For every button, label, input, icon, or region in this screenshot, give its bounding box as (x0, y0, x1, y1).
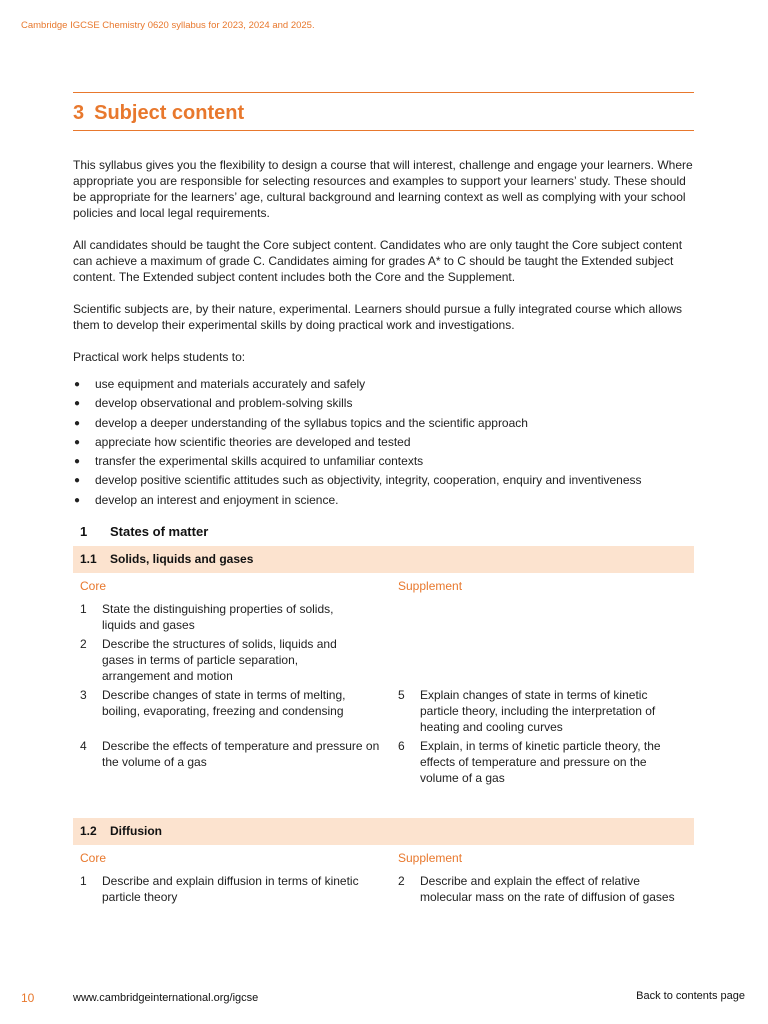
core-item: 3 Describe changes of state in terms of melting, boiling, evaporating, freezing and condensing (80, 688, 346, 718)
bullet-icon: ● (74, 494, 81, 506)
page-number: 10 (21, 991, 35, 1005)
subsection-title: Diffusion (110, 824, 162, 838)
back-to-contents-link[interactable]: Back to contents page (636, 990, 745, 1002)
bullet-icon: ● (74, 456, 81, 468)
bullet-item: ● use equipment and materials accurately and safely (73, 375, 698, 394)
supplement-item: 6 Explain, in terms of kinetic particle theory, the effects of temperature and pressure on the volume of a gas (398, 739, 661, 785)
title-bottom-rule (73, 130, 694, 131)
page-title-text: Subject content (94, 102, 245, 124)
section-heading (80, 524, 208, 540)
bullet-item: ● develop an interest and enjoyment in science. (73, 491, 698, 510)
experimental-paragraph: Scientific subjects are, by their nature, experimental. Learners should pursue a fully integrated course which allows them to develop their experimental skills by doing practical work and investigations. (73, 302, 682, 332)
page-title (73, 100, 244, 126)
running-header: Cambridge IGCSE Chemistry 0620 syllabus for 2023, 2024 and 2025. (21, 20, 315, 31)
bullet-item: ● develop positive scientific attitudes such as objectivity, integrity, cooperation, enquiry and inventiveness (73, 471, 698, 490)
bullet-item: ● develop observational and problem-solving skills (73, 394, 698, 413)
subsection-number: 1.2 (80, 824, 97, 838)
bullet-icon: ● (74, 436, 81, 448)
core-item: 1 Describe and explain diffusion in terms of kinetic particle theory (80, 874, 359, 904)
bullet-item: ● appreciate how scientific theories are developed and tested (73, 433, 698, 452)
section-title: States of matter (110, 524, 209, 539)
core-item: 1 State the distinguishing properties of solids, liquids and gases (80, 602, 334, 632)
subsection-band-1-2 (73, 818, 694, 845)
practical-intro: Practical work helps students to: (73, 350, 246, 364)
intro-text (73, 157, 698, 510)
core-item: 4 Describe the effects of temperature and pressure on the volume of a gas (80, 739, 380, 769)
practical-bullet-list (73, 375, 698, 510)
section-number: 1 (80, 524, 88, 539)
subsection-band-1-1 (73, 546, 694, 573)
title-top-rule (73, 92, 694, 93)
supplement-item: 2 Describe and explain the effect of relative molecular mass on the rate of diffusion of gases (398, 874, 675, 904)
supplement-column-heading: Supplement (398, 579, 463, 593)
core-column-heading: Core (80, 579, 107, 593)
supplement-item: 5 Explain changes of state in terms of kinetic particle theory, including the interpretation of heating and cooling curves (398, 688, 656, 734)
page-title-number: 3 (73, 102, 85, 124)
supplement-column-heading: Supplement (398, 851, 463, 865)
subsection-title: Solids, liquids and gases (110, 552, 254, 566)
bullet-item: ● develop a deeper understanding of the syllabus topics and the scientific approach (73, 414, 698, 433)
bullet-icon: ● (74, 379, 81, 390)
bullet-icon: ● (74, 475, 81, 487)
bullet-icon: ● (74, 398, 81, 410)
core-column-heading: Core (80, 851, 107, 865)
website-link[interactable]: www.cambridgeinternational.org/igcse (73, 992, 259, 1004)
bullet-item: ● transfer the experimental skills acquired to unfamiliar contexts (73, 452, 698, 471)
subsection-number: 1.1 (80, 552, 97, 566)
core-item: 2 Describe the structures of solids, liquids and gases in terms of particle separation, arrangement and motion (80, 637, 337, 683)
intro-paragraph: This syllabus gives you the flexibility to design a course that will interest, challenge and engage your learners. Where appropriate you are responsible for selecting resources and examples to support your learners’ study. These should be appropriate for the learners’ age, cultural background and learning context as well as complying with your school policies and local legal requirements. (73, 158, 693, 220)
bullet-icon: ● (74, 417, 81, 429)
core-extended-paragraph: All candidates should be taught the Core subject content. Candidates who are only taught the Core subject content can achieve a maximum of grade C. Candidates aiming for grades A* to C should be taught the Extended subject content. The Extended subject content includes both the Core and the Supplement. (73, 238, 683, 284)
